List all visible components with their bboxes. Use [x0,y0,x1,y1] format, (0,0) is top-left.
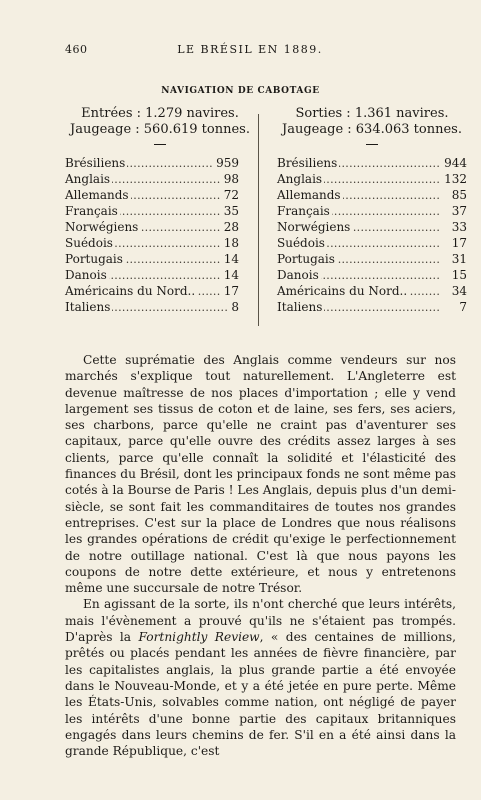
country-name: Suédois [65,236,113,250]
ship-count: 31 [449,251,467,267]
sorties-rows [277,155,467,315]
table-row [65,235,255,251]
country-name: Danois [65,268,107,282]
table-row [277,155,467,171]
ship-count: 37 [449,203,467,219]
table-row [277,187,467,203]
separator-dash [366,144,378,145]
sorties-tonnage: Jaugeage : 634.063 tonnes. [282,122,462,137]
table-row [277,267,467,283]
page-number: 460 [65,43,88,56]
sorties-column [277,106,467,315]
paragraph-2 [65,596,456,759]
ship-count: 98 [221,171,239,187]
table-row [65,171,255,187]
ship-count: 28 [221,219,239,235]
ship-count: 15 [449,267,467,283]
cabotage-table [65,106,467,326]
ship-count: 34 [449,283,467,299]
country-name: Anglais [277,172,323,186]
table-row [277,203,467,219]
ship-count: 14 [221,267,239,283]
entrees-rows [65,155,255,315]
country-name: Allemands [65,188,129,202]
country-name: Norwégiens [277,220,351,234]
ship-count: 944 [441,155,467,171]
column-divider [258,114,259,326]
entrees-ships: Entrées : 1.279 navires. [81,106,239,121]
section-title: NAVIGATION DE CABOTAGE [161,86,320,96]
table-row [65,155,255,171]
country-name: Français [277,204,330,218]
separator-dash [154,144,166,145]
table-row [277,171,467,187]
country-name: Danois [277,268,319,282]
entrees-tonnage: Jaugeage : 560.619 tonnes. [70,122,250,137]
country-name: Brésiliens [277,156,338,170]
country-name: Anglais [65,172,111,186]
country-name: Allemands [277,188,341,202]
ship-count: 85 [449,187,467,203]
table-row [65,219,255,235]
journal-title: Fortnightly Review [138,630,260,645]
ship-count: 17 [221,283,239,299]
entrees-column [65,106,255,315]
country-name: Norwégiens [65,220,139,234]
country-name: Suédois [277,236,325,250]
table-row [65,267,255,283]
table-row [277,283,467,299]
paragraph-2-start: En agissant de la sorte, ils n'ont cherché que leurs intérêts, mais l'évènement a prouvé qu'ils ne s'étaient pas trompés. D'après la [65,597,456,645]
country-name: Américains du Nord.. [65,284,196,298]
table-row [277,219,467,235]
table-row [277,235,467,251]
sorties-ships: Sorties : 1.361 navires. [295,106,449,121]
table-row [65,299,255,315]
sorties-summary [277,106,467,138]
table-row [277,251,467,267]
table-row [65,203,255,219]
country-name: Italiens [277,300,323,314]
ship-count: 7 [456,299,467,315]
ship-count: 132 [441,171,467,187]
country-name: Américains du Nord.. [277,284,408,298]
table-row [65,283,255,299]
ship-count: 33 [449,219,467,235]
country-name: Portugais [277,252,335,266]
paragraph-2-rest: , « des centaines de millions, prêtés ou placés pendant les années de fièvre financière, par les capitalistes anglais, la plus grande partie a été envoyée dans le Nouveau-Monde, et y a été jetée en pure perte. Même les États-Unis, solvables comme nation, ont négligé de payer les intérêts d'une bonne partie des capitaux britanniques engagés dans leurs chemins de fer. S'il en a été ainsi dans la grande République, c'est [65,630,456,759]
ship-count: 14 [221,251,239,267]
country-name: Portugais [65,252,123,266]
entrees-summary [65,106,255,138]
country-name: Français [65,204,118,218]
country-name: Brésiliens [65,156,126,170]
ship-count: 35 [221,203,239,219]
ship-count: 8 [228,299,239,315]
country-name: Italiens [65,300,111,314]
running-title: LE BRÉSIL EN 1889. [177,43,323,56]
paragraph-1: Cette suprématie des Anglais comme vendeurs sur nos marchés s'explique tout naturellement. L'Angleterre est devenue maîtresse de nos places d'importation ; elle y vend largement ses tissus de coton et de laine, ses fers, ses aciers, ses charbons, parce qu'elle ne craint pas d'aventurer ses capitaux, parce qu'elle ouvre des crédits assez larges à ses clients, parce qu'elle connaît la solidité et l'élasticité des finances du Brésil, dont les principaux fonds ne sont même pas cotés à la Bourse de Paris ! Les Anglais, depuis plus d'un demi-siècle, se sont fait les commanditaires de toutes nos grandes entreprises. C'est sur la place de Londres que nous réalisons les grandes opérations de crédit qu'exige le perfectionnement de notre outillage national. C'est là que nous payons les coupons de notre dette extérieure, et nous y entretenons même une succursale de notre Trésor. [65,353,456,596]
body-text [65,352,456,759]
table-row [65,251,255,267]
ship-count: 959 [213,155,239,171]
ship-count: 72 [221,187,239,203]
table-row [277,299,467,315]
ship-count: 18 [221,235,239,251]
table-row [65,187,255,203]
ship-count: 17 [449,235,467,251]
running-head [65,43,435,59]
